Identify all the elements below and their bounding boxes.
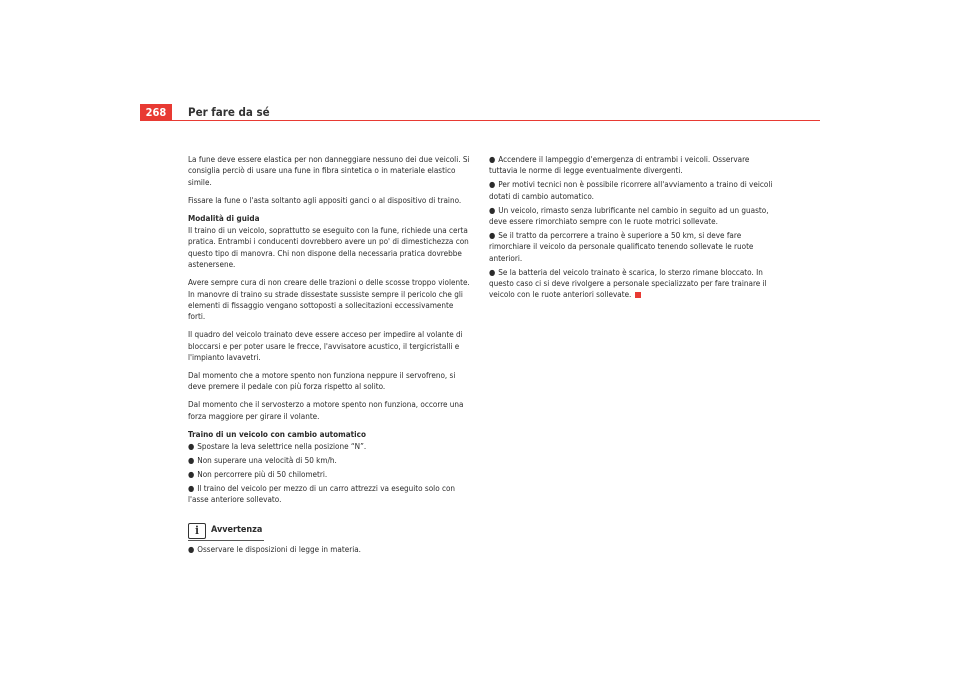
section-end-icon <box>635 292 641 298</box>
paragraph-brake-servo: Dal momento che a motore spento non funziona neppure il servofreno, si deve premere il pedale con più forza rispetto al solito. <box>188 370 456 392</box>
list-item: ● Un veicolo, rimasto senza lubrificante nel cambio in seguito ad un guasto, deve essere rimorchiato sempre con le ruote motrici sollevate. <box>489 204 769 227</box>
bullet-icon: ● <box>188 469 195 479</box>
right-column <box>489 154 774 303</box>
list-item: ● Osservare le disposizioni di legge in materia. <box>188 543 361 554</box>
bullet-icon: ● <box>489 180 496 190</box>
warning-header <box>188 523 470 539</box>
list-item: ● Per motivi tecnici non è possibile ricorrere all'avviamento a traino di veicoli dotati di cambio automatico. <box>489 179 773 201</box>
heading-driving-mode: Modalità di guida <box>188 212 260 223</box>
list-item: ● Non superare una velocità di 50 km/h. <box>188 454 337 465</box>
paragraph-ignition-on: Il quadro del veicolo trainato deve essere acceso per impedire al volante di bloccarsi e per poter usare le frecce, l'avvisatore acustico, il tergicristalli e l'impianto lavavetri. <box>188 329 463 363</box>
bullet-icon: ● <box>489 230 496 240</box>
info-icon: i <box>188 523 206 539</box>
list-item: ● Se il tratto da percorrere a traino è superiore a 50 km, si deve fare rimorchiare il veicolo da personale qualificato tenendo sollevate le ruote anteriori. <box>489 229 754 263</box>
heading-automatic-towing: Traino di un veicolo con cambio automatico <box>188 428 366 439</box>
list-item: ● Spostare la leva selettrice nella posizione “N”. <box>188 441 367 452</box>
list-item: ● Il traino del veicolo per mezzo di un carro attrezzi va eseguito solo con l'asse anteriore sollevato. <box>188 482 456 505</box>
warning-title: Avvertenza <box>211 524 263 535</box>
paragraph-towing-practice: Il traino di un veicolo, soprattutto se eseguito con la fune, richiede una certa pratica. Entrambi i conducenti dovrebbero avere un po' di dimestichezza con questo tipo di manovra. Chi non dispone della necessaria pratica dovrebbe astenersene. <box>188 225 469 270</box>
page-title: Per fare da sé <box>188 105 270 119</box>
header-divider <box>140 120 820 121</box>
paragraph-power-steering: Dal momento che il servosterzo a motore spento non funziona, occorre una forza maggiore per girare il volante. <box>188 399 464 421</box>
bullet-icon: ● <box>489 267 496 277</box>
warning-divider <box>188 540 264 541</box>
paragraph-fix-rope: Fissare la fune o l'asta soltanto agli appositi ganci o al dispositivo di traino. <box>188 194 462 205</box>
list-item: ● Non percorrere più di 50 chilometri. <box>188 468 328 479</box>
paragraph-avoid-jolts: Avere sempre cura di non creare delle trazioni o delle scosse troppo violente. In manovre di traino su strade dissestate sussiste sempre il pericolo che gli elementi di fissaggio vengano sottoposti a sollecitazioni eccessivamente forti. <box>188 277 470 322</box>
list-item: ● Accendere il lampeggio d'emergenza di entrambi i veicoli. Osservare tuttavia le norme di legge eventualmente divergenti. <box>489 154 750 176</box>
bullet-icon: ● <box>188 483 195 493</box>
paragraph-rope-elastic: La fune deve essere elastica per non danneggiare nessuno dei due veicoli. Si consiglia perciò di usare una fune in fibra sintetica o in materiale elastico simile. <box>188 154 470 187</box>
bullet-icon: ● <box>489 205 496 215</box>
left-column <box>188 154 470 557</box>
bullet-icon: ● <box>188 442 195 452</box>
list-item: ● Se la batteria del veicolo trainato è scarica, lo sterzo rimane bloccato. In questo caso ci si deve rivolgere a personale specializzato per fare trainare il veicolo con le ruote anteriori sollevate. <box>489 266 767 300</box>
bullet-icon: ● <box>188 544 195 554</box>
bullet-icon: ● <box>188 455 195 465</box>
page-number-badge: 268 <box>140 104 172 121</box>
bullet-icon: ● <box>489 155 496 164</box>
